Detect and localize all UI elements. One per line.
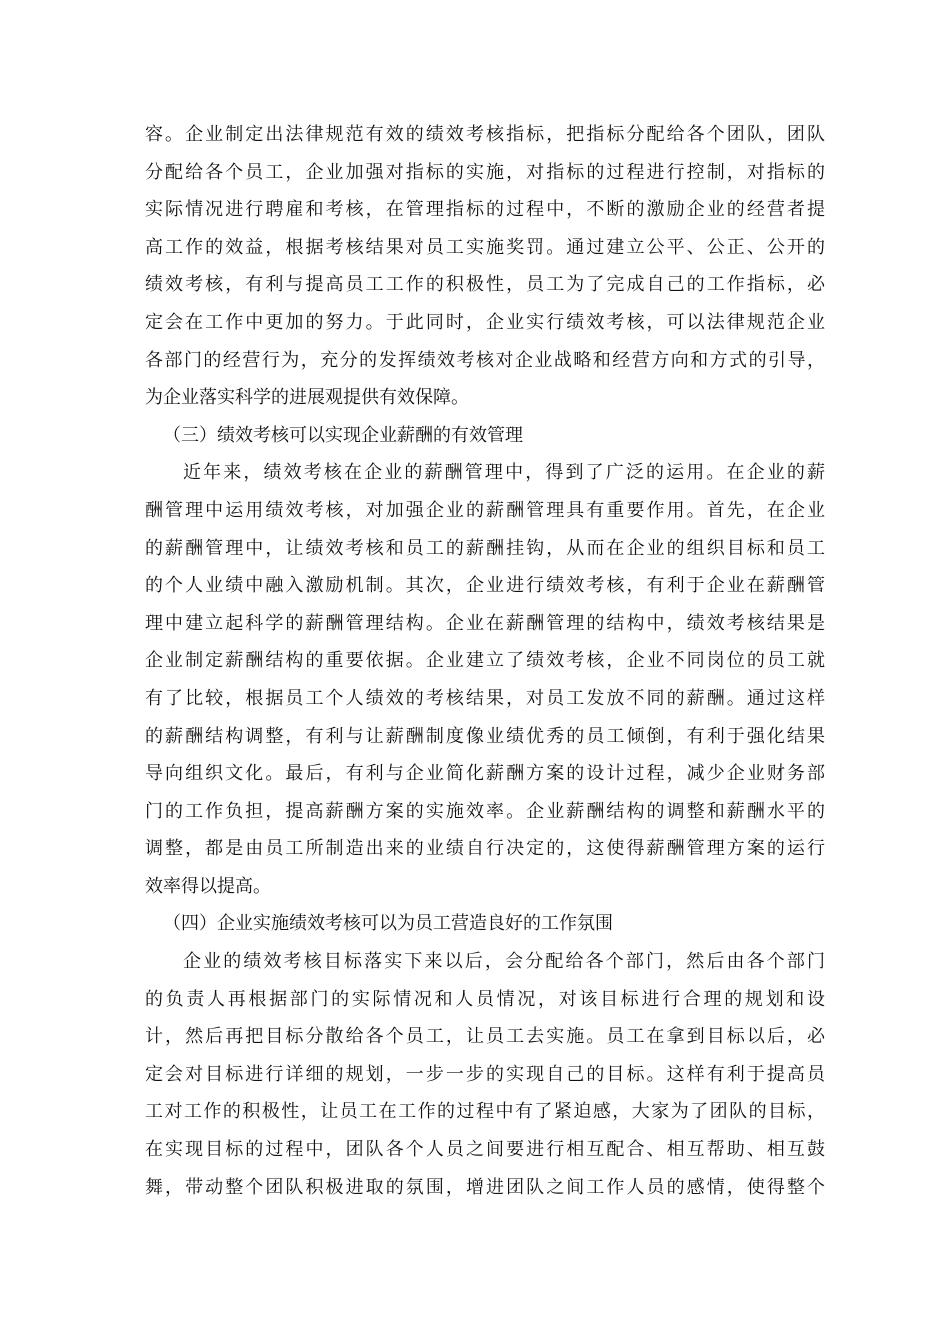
document-body [145,116,825,1206]
text-line: 的个人业绩中融入激励机制。其次，企业进行绩效考核，有利于企业在薪酬管 [145,575,825,597]
text-line: 容。企业制定出法律规范有效的绩效考核指标，把指标分配给各个团队，团队 [145,124,825,145]
section-heading: （三）绩效考核可以实现企业薪酬的有效管理 [163,424,523,446]
text-line: 实际情况进行聘雇和考核，在管理指标的过程中，不断的激励企业的经营者提 [145,199,825,221]
text-line: 调整，都是由员工所制造出来的业绩自行决定的，这使得薪酬管理方案的运行 [145,838,825,860]
text-line: 企业制定薪酬结构的重要依据。企业建立了绩效考核，企业不同岗位的员工就 [145,650,825,672]
text-line: 有了比较，根据员工个人绩效的考核结果，对员工发放不同的薪酬。通过这样 [145,687,825,709]
text-line: 定会对目标进行详细的规划，一步一步的实现自己的目标。这样有利于提高员 [145,1063,825,1085]
text-line: 的薪酬管理中，让绩效考核和员工的薪酬挂钩，从而在企业的组织目标和员工 [145,537,825,559]
text-line: 分配给各个员工，企业加强对指标的实施，对指标的过程进行控制，对指标的 [145,161,825,183]
text-line: 企业的绩效考核目标落实下来以后，会分配给各个部门，然后由各个部门 [183,951,825,973]
text-line: 定会在工作中更加的努力。于此同时，企业实行绩效考核，可以法律规范企业 [145,311,825,333]
text-line: 的负责人再根据部门的实际情况和人员情况，对该目标进行合理的规划和设 [145,988,825,1010]
section-heading: （四）企业实施绩效考核可以为员工营造良好的工作氛围 [163,913,613,935]
text-line: 导向组织文化。最后，有利与企业简化薪酬方案的设计过程，减少企业财务部 [145,763,825,785]
text-line: 高工作的效益，根据考核结果对员工实施奖罚。通过建立公平、公正、公开的 [145,236,825,258]
text-line: 在实现目标的过程中，团队各个人员之间要进行相互配合、相互帮助、相互鼓 [145,1139,825,1161]
text-line: 门的工作负担，提高薪酬方案的实施效率。企业薪酬结构的调整和薪酬水平的 [145,800,825,822]
text-line: 工对工作的积极性，让员工在工作的过程中有了紧迫感，大家为了团队的目标， [145,1101,825,1123]
text-line: 绩效考核，有利与提高员工工作的积极性，员工为了完成自己的工作指标，必 [145,274,825,296]
text-line: 效率得以提高。 [145,875,271,897]
text-line: 的薪酬结构调整，有利与让薪酬制度像业绩优秀的员工倾倒，有利于强化结果 [145,725,825,747]
text-line: 计，然后再把目标分散给各个员工，让员工去实施。员工在拿到目标以后，必 [145,1026,825,1048]
text-line: 理中建立起科学的薪酬管理结构。企业在薪酬管理的结构中，绩效考核结果是 [145,612,825,634]
text-line: 舞，带动整个团队积极进取的氛围，增进团队之间工作人员的感情，使得整个 [145,1176,825,1198]
text-line: 各部门的经营行为，充分的发挥绩效考核对企业战略和经营方向和方式的引导， [145,349,825,371]
text-line: 为企业落实科学的进展观提供有效保障。 [145,387,469,409]
text-line: 近年来，绩效考核在企业的薪酬管理中，得到了广泛的运用。在企业的薪 [183,462,825,484]
text-line: 酬管理中运用绩效考核，对加强企业的薪酬管理具有重要作用。首先，在企业 [145,499,825,521]
